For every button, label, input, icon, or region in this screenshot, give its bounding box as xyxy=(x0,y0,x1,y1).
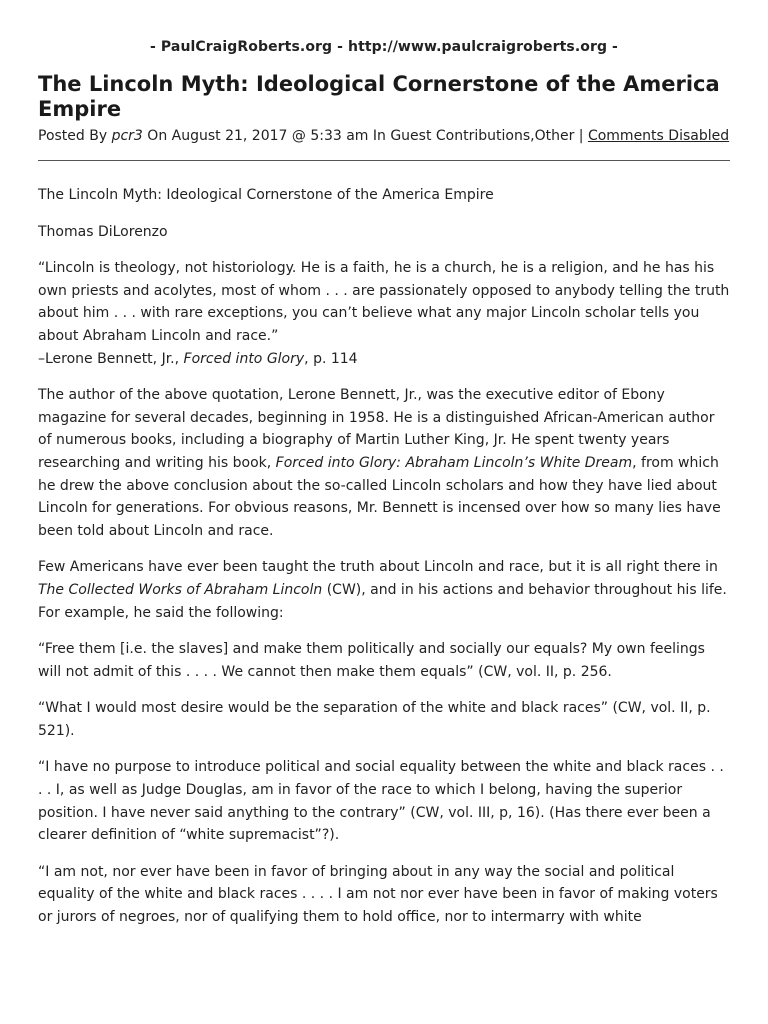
paragraph-collected-works xyxy=(38,556,730,624)
quote-not-in-favor: “I am not, nor ever have been in favor of bringing about in any way the social and political equality of the white and black races . . . . I am not nor ever have been in favor of making voters or jurors of negroes, nor of qualifying them to hold office, nor to intermarry with white xyxy=(38,863,718,926)
quote-separation: “What I would most desire would be the separation of the white and black races” (CW, vol. II, p. 521). xyxy=(38,700,711,739)
byline-date-category: On August 21, 2017 @ 5:33 am In Guest Contributions,Other | xyxy=(142,128,588,144)
quote-no-purpose: “I have no purpose to introduce political and social equality between the white and black races . . . . I, as well as Judge Douglas, am in favor of the race to which I belong, having the superior position. I have never said anything to the contrary” (CW, vol. III, p, 16). (Has there ever been a clearer definition of “white supremacist”?). xyxy=(38,759,724,844)
comments-disabled-link[interactable]: Comments Disabled xyxy=(587,128,730,144)
epigraph-attribution-suffix: , p. 114 xyxy=(304,350,358,367)
quote-free-them: “Free them [i.e. the slaves] and make them politically and socially our equals? My own feelings will not admit of this . . . . We cannot then make them equals” (CW, vol. II, p. 256. xyxy=(38,641,705,680)
post-byline xyxy=(38,128,730,145)
epigraph-quote: “Lincoln is theology, not historiology. He is a faith, he is a church, he is a religion, and he has his own priests and acolytes, most of whom . . . are passionately opposed to anybody telling the truth about him . . . with rare exceptions, you can’t believe what any major Lincoln scholar tells you about Abraham Lincoln and race.” xyxy=(38,260,730,344)
article-author-line: Thomas DiLorenzo xyxy=(38,223,168,240)
paragraph-cw-book: The Collected Works of Abraham Lincoln xyxy=(38,581,323,598)
epigraph xyxy=(38,257,730,370)
paragraph-cw-text-1: Few Americans have ever been taught the truth about Lincoln and race, but it is all right there in xyxy=(38,559,718,576)
paragraph-cw-text-2: (CW), and in his actions and behavior throughout his life. For example, he said the following: xyxy=(38,581,727,621)
paragraph-bennett-text-1: The author of the above quotation, Lerone Bennett, Jr., was the executive editor of Ebony magazine for several decades, beginning in 1958. He is a distinguished African-American author of numerous books, including a biography of Martin Luther King, Jr. He spent twenty years researching and writing his book, xyxy=(38,387,715,471)
header-divider xyxy=(38,160,730,161)
site-header: - PaulCraigRoberts.org - http://www.paulcraigroberts.org - xyxy=(150,39,618,55)
byline-author: pcr3 xyxy=(111,128,143,144)
article-content xyxy=(38,184,730,929)
epigraph-attribution-book: Forced into Glory xyxy=(183,350,305,367)
epigraph-attribution-prefix: –Lerone Bennett, Jr., xyxy=(38,350,184,367)
post-title: The Lincoln Myth: Ideological Cornerstone of the America Empire xyxy=(38,72,720,121)
article-title-line: The Lincoln Myth: Ideological Cornerstone of the America Empire xyxy=(38,187,494,203)
paragraph-bennett xyxy=(38,384,730,542)
paragraph-bennett-book: Forced into Glory: Abraham Lincoln’s White Dream xyxy=(275,454,633,471)
byline-posted-by-label: Posted By xyxy=(38,128,112,144)
paragraph-bennett-text-2: , from which he drew the above conclusion about the so-called Lincoln scholars and how they have lied about Lincoln for generations. For obvious reasons, Mr. Bennett is incensed over how so many lies have been told about Lincoln and race. xyxy=(38,454,721,539)
